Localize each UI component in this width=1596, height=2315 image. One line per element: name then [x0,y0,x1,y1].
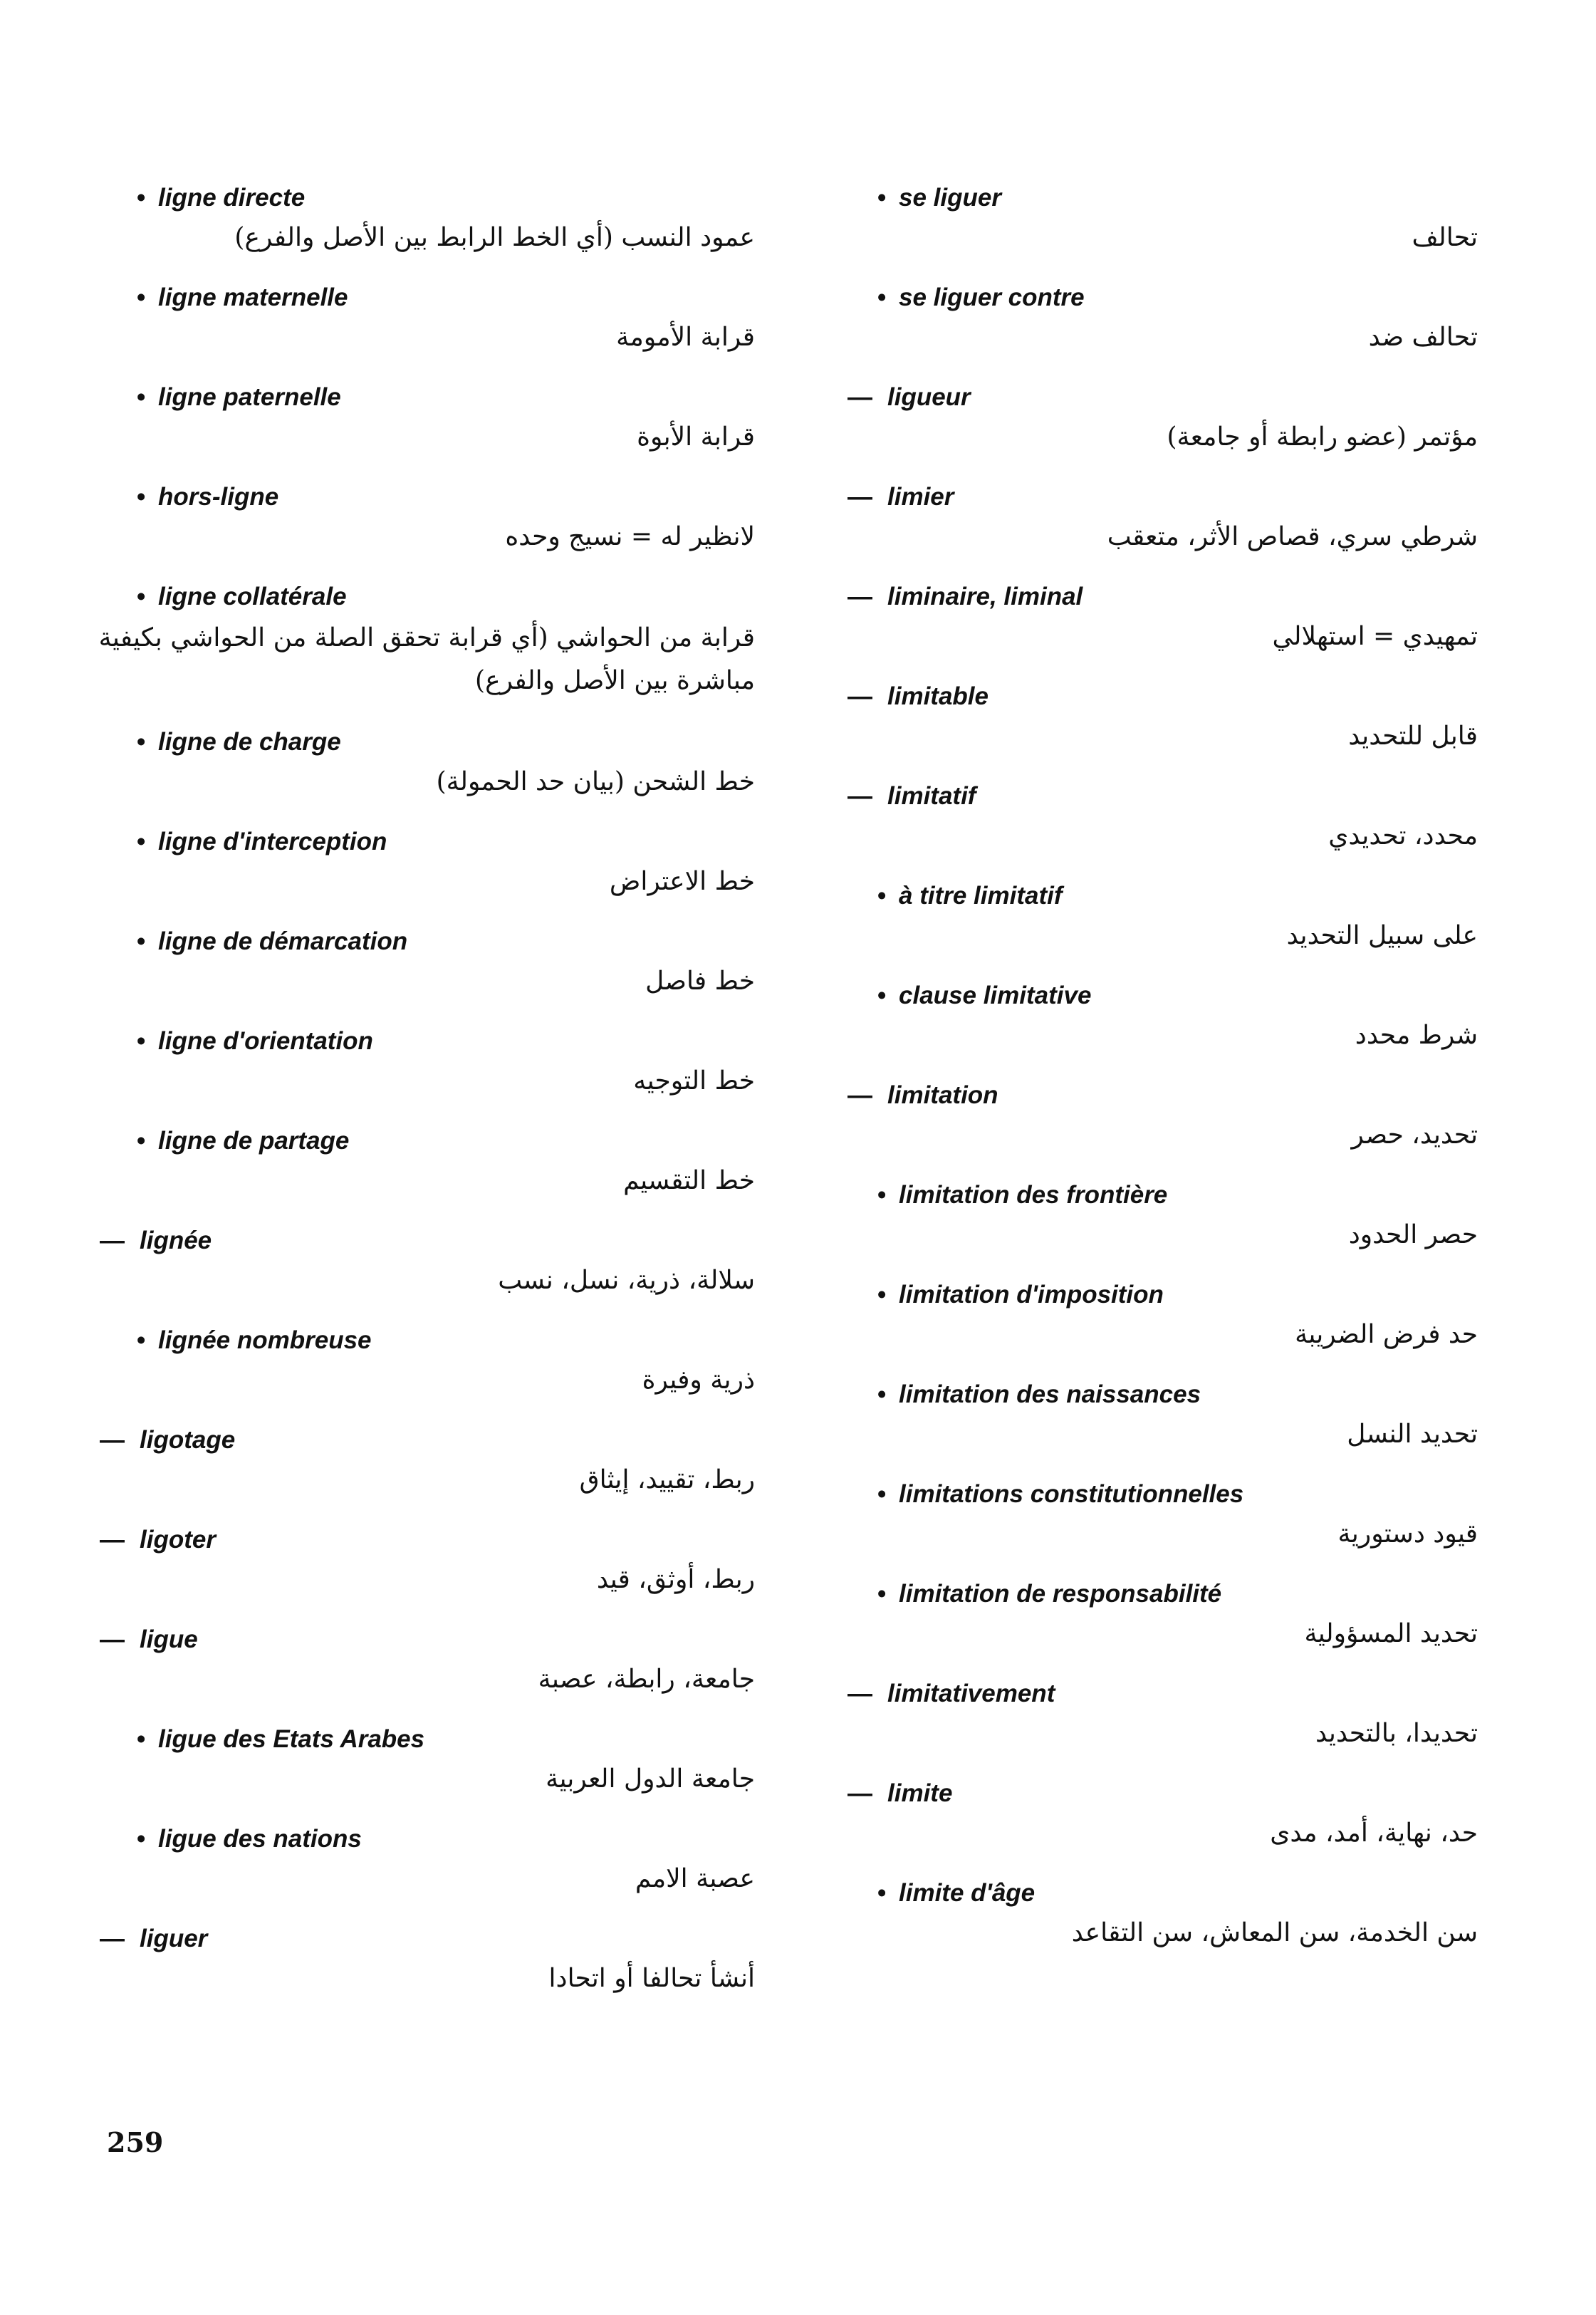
headword [78,1420,762,1460]
arabic-translation: خط الاعتراض [609,867,755,896]
bullet-marker: • [137,1326,146,1354]
dash-marker: — [100,1526,125,1554]
right-column [819,178,1485,1973]
arabic-translation: أنشأ تحالفا أو اتحادا [548,1964,755,1993]
bullet-marker: • [137,1027,146,1055]
dictionary-entry [78,1321,762,1400]
french-term: ligue des nations [158,1825,362,1853]
headword [819,1076,1485,1115]
dictionary-entry [78,577,762,702]
arabic-translation: حصر الحدود [1348,1220,1478,1249]
french-term: limitation de responsabilité [899,1580,1222,1608]
french-term: ligne de partage [158,1127,350,1155]
dash-marker: — [847,583,872,610]
dictionary-entry [819,677,1485,756]
arabic-translation: محدد، تحديدي [1328,821,1478,850]
bullet-marker: • [137,828,146,855]
subentry [78,1121,762,1161]
dictionary-entry [78,722,762,802]
left-column [78,178,762,2019]
headword [78,1919,762,1959]
french-term: ligne de charge [158,728,341,756]
arabic-translation: جامعة الدول العربية [546,1764,755,1794]
subentry [78,477,762,517]
french-term: se liguer [899,184,1001,212]
arabic-translation: لانظير له = نسيج وحده [505,522,755,551]
dictionary-entry [819,1076,1485,1155]
french-term: ligne maternelle [158,283,348,311]
arabic-translation: شرط محدد [1355,1021,1478,1050]
dictionary-entry [78,1121,762,1201]
french-term: limitation d'imposition [899,1281,1164,1309]
arabic-translation: سلالة، ذرية، نسل، نسب [498,1266,755,1295]
bullet-marker: • [137,1825,146,1853]
french-term: lignée nombreuse [158,1326,372,1354]
subentry [78,922,762,962]
arabic-translation: تحالف [1412,223,1478,252]
dash-marker: — [847,1081,872,1109]
french-term: ligne de démarcation [158,927,408,955]
subentry [819,1175,1485,1215]
dictionary-entry [819,976,1485,1056]
french-term: liminaire, liminal [887,583,1083,610]
dash-marker: — [847,782,872,810]
french-term: limitable [887,682,989,710]
dictionary-entry [819,477,1485,557]
bullet-marker: • [137,283,146,311]
dash-marker: — [100,1625,125,1653]
headword [819,577,1485,617]
arabic-translation: تحديد النسل [1347,1420,1478,1449]
arabic-translation: ذرية وفيرة [642,1365,755,1395]
dash-marker: — [847,682,872,710]
dash-marker: — [847,1680,872,1707]
bullet-marker: • [137,483,146,511]
headword [78,1520,762,1560]
subentry [819,1375,1485,1415]
french-term: limitation des frontière [899,1181,1168,1209]
french-term: lignée [140,1227,212,1254]
french-term: clause limitative [899,982,1092,1009]
bullet-marker: • [137,583,146,610]
arabic-translation: خط التوجيه [633,1066,755,1096]
french-term: limitatif [887,782,976,810]
subentry [78,378,762,417]
french-term: hors-ligne [158,483,279,511]
dictionary-entry [819,178,1485,258]
dictionary-entry [819,577,1485,657]
arabic-translation: خط فاصل [645,967,755,996]
french-term: limier [887,483,954,511]
subentry [78,1021,762,1061]
french-term: limite d'âge [899,1879,1036,1907]
dictionary-entry [78,378,762,457]
subentry [819,178,1485,218]
french-term: limitation [887,1081,998,1109]
dash-marker: — [100,1426,125,1454]
french-term: ligne directe [158,184,306,212]
subentry [819,278,1485,318]
bullet-marker: • [877,1480,887,1508]
french-term: limitations constitutionnelles [899,1480,1244,1508]
arabic-translation: جامعة، رابطة، عصبة [538,1665,755,1694]
bullet-marker: • [137,1725,146,1753]
arabic-translation: خط التقسيم [623,1166,755,1195]
dictionary-entry [819,776,1485,856]
arabic-translation: تحديدا، بالتحديد [1315,1719,1478,1748]
subentry [78,278,762,318]
french-term: ligne d'interception [158,828,387,855]
arabic-translation: تحديد، حصر [1351,1120,1478,1150]
subentry [819,976,1485,1016]
dictionary-entry [78,1620,762,1700]
dictionary-entry [819,1873,1485,1953]
dictionary-entry [819,876,1485,956]
arabic-translation: على سبيل التحديد [1286,921,1478,950]
arabic-translation: ربط، تقييد، إيثاق [579,1465,755,1494]
arabic-translation: قيود دستورية [1337,1519,1478,1549]
bullet-marker: • [877,1879,887,1907]
arabic-translation: تمهيدي = استهلالي [1272,622,1478,651]
arabic-translation: عمود النسب (أي الخط الرابط بين الأصل والفرع) [234,223,755,252]
headword [819,1774,1485,1814]
french-term: ligne d'orientation [158,1027,373,1055]
dash-marker: — [100,1227,125,1254]
dictionary-entry [78,1021,762,1101]
dictionary-entry [819,1574,1485,1654]
dictionary-entry [819,1774,1485,1853]
bullet-marker: • [877,283,887,311]
dash-marker: — [847,483,872,511]
dictionary-entry [78,1919,762,1999]
french-term: se liguer contre [899,283,1085,311]
arabic-translation: قرابة من الحواشي (أي قرابة تحقق الصلة من الحواشي بكيفية مباشرة بين الأصل والفرع) [98,623,755,695]
dictionary-entry [78,1520,762,1600]
subentry [78,722,762,762]
french-term: ligne collatérale [158,583,347,610]
french-term: limitativement [887,1680,1055,1707]
arabic-translation: عصبة الامم [635,1864,755,1893]
french-term: ligne paternelle [158,383,341,411]
bullet-marker: • [137,927,146,955]
arabic-translation: شرطي سري، قصاص الأثر، متعقب [1107,522,1478,551]
arabic-translation: حد، نهاية، أمد، مدى [1270,1819,1478,1848]
bullet-marker: • [877,982,887,1009]
bullet-marker: • [137,1127,146,1155]
dictionary-entry [78,922,762,1002]
bullet-marker: • [877,1580,887,1608]
arabic-translation: خط الشحن (بيان حد الحمولة) [436,767,755,796]
headword [78,1620,762,1660]
subentry [819,876,1485,916]
headword [819,1674,1485,1714]
arabic-translation: قرابة الأبوة [637,422,755,452]
dictionary-entry [819,1275,1485,1355]
french-term: ligueur [887,383,971,411]
dictionary-entry [819,1674,1485,1754]
dictionary-entry [78,1420,762,1500]
bullet-marker: • [137,383,146,411]
headword [819,378,1485,417]
dictionary-entry [78,178,762,258]
french-term: ligotage [140,1426,236,1454]
headword [819,776,1485,816]
french-term: limite [887,1779,953,1807]
dictionary-entry [819,1175,1485,1255]
dictionary-entry [819,378,1485,457]
bullet-marker: • [137,728,146,756]
dictionary-entry [78,822,762,902]
arabic-translation: ربط، أوثق، قيد [596,1565,755,1594]
subentry [819,1275,1485,1315]
dictionary-entry [78,1221,762,1301]
subentry [819,1474,1485,1514]
subentry [78,1720,762,1759]
bullet-marker: • [877,882,887,910]
french-term: ligue des Etats Arabes [158,1725,425,1753]
arabic-translation: تحالف ضد [1368,323,1478,352]
page-number: 259 [107,2126,164,2158]
dictionary-entry [819,1375,1485,1455]
bullet-marker: • [877,184,887,212]
subentry [819,1873,1485,1913]
headword [78,1221,762,1261]
subentry [78,822,762,862]
subentry [78,1819,762,1859]
dictionary-entry [78,278,762,358]
french-term: à titre limitatif [899,882,1063,910]
dictionary-entry [78,477,762,557]
arabic-translation: سن الخدمة، سن المعاش، سن التقاعد [1071,1918,1478,1947]
bullet-marker: • [877,1380,887,1408]
dictionary-entry [78,1819,762,1899]
dash-marker: — [847,1779,872,1807]
dash-marker: — [847,383,872,411]
french-term: limitation des naissances [899,1380,1201,1408]
arabic-translation: حد فرض الضريبة [1295,1320,1478,1349]
arabic-translation: مؤتمر (عضو رابطة أو جامعة) [1167,422,1478,452]
french-term: ligoter [140,1526,216,1554]
dictionary-entry [78,1720,762,1799]
bullet-marker: • [137,184,146,212]
headword [819,477,1485,517]
arabic-translation: قابل للتحديد [1348,722,1478,751]
bullet-marker: • [877,1181,887,1209]
subentry [78,577,762,617]
dictionary-entry [819,1474,1485,1554]
subentry [819,1574,1485,1614]
french-term: liguer [140,1925,208,1952]
headword [819,677,1485,717]
arabic-translation: قرابة الأمومة [616,323,755,352]
dash-marker: — [100,1925,125,1952]
french-term: ligue [140,1625,198,1653]
subentry [78,1321,762,1361]
subentry [78,178,762,218]
arabic-translation: تحديد المسؤولية [1304,1619,1478,1648]
bullet-marker: • [877,1281,887,1309]
dictionary-entry [819,278,1485,358]
